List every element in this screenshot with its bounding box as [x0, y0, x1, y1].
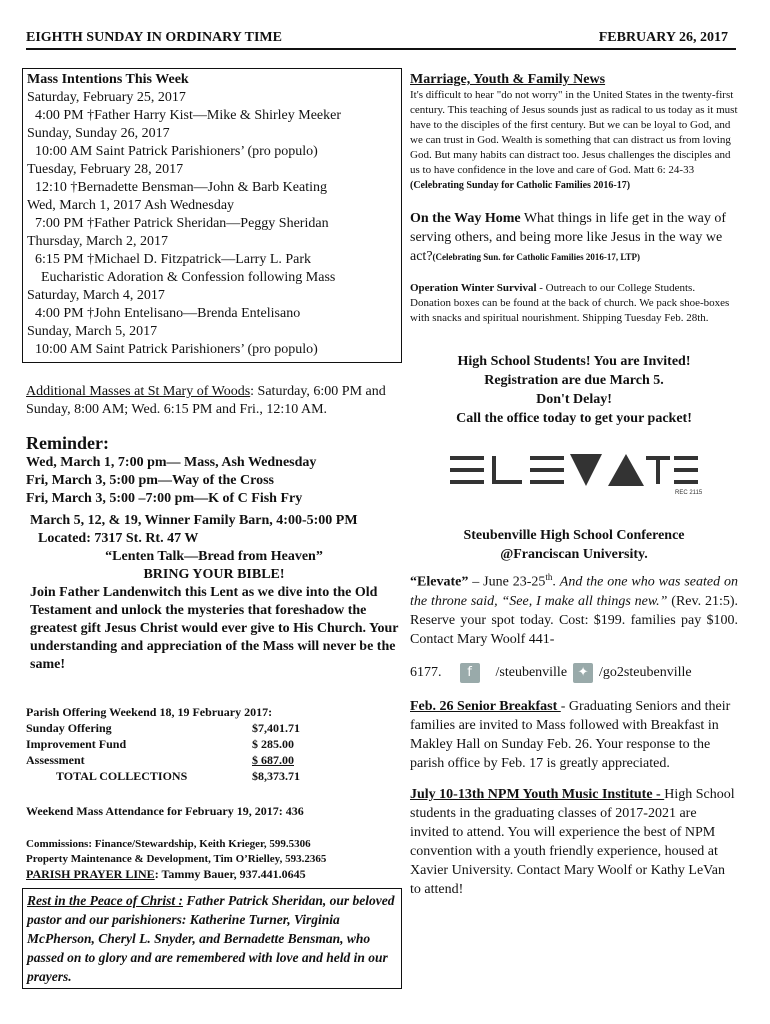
elevate-dates-suffix: th — [545, 572, 553, 582]
hs-invite-line: Registration are due March 5. — [484, 373, 664, 388]
mass-intention-entry: 12:10 †Bernadette Bensman—John & Barb Keating — [35, 180, 327, 195]
offering-value: $ 687.00 — [252, 753, 294, 767]
npm-text: High School students in the graduating classes of 2017-2021 are invited to attend. You will experience the best of NPM convention with a youth friendly experience, housed at Xavier University. Contact Mary Woolf or Kathy LeVan to attend! — [410, 786, 735, 897]
mass-intention-date: Saturday, March 4, 2017 — [27, 288, 165, 303]
elevate-details — [410, 568, 738, 649]
way-home-citation: (Celebrating Sun. for Catholic Families 2016-17, LTP) — [432, 252, 641, 262]
facebook-handle[interactable]: /steubenville — [495, 664, 568, 680]
mass-intention-date: Wed, March 1, 2017 Ash Wednesday — [27, 198, 235, 213]
barn-event: March 5, 12, & 19, Winner Family Barn, 4:00-5:00 PM — [30, 513, 358, 528]
mass-intention-entry: 4:00 PM †Father Harry Kist—Mike & Shirley Meeker — [35, 108, 342, 123]
reminder-line: Fri, March 3, 5:00 –7:00 pm—K of C Fish Fry — [26, 491, 303, 506]
reminder-line: Wed, March 1, 7:00 pm— Mass, Ash Wednesday — [26, 455, 317, 470]
mass-intention-entry: 10:00 AM Saint Patrick Parishioners’ (pro populo) — [35, 342, 318, 357]
reminder-line: Fri, March 3, 5:00 pm—Way of the Cross — [26, 473, 274, 488]
right-column — [410, 72, 738, 899]
conference-title — [410, 526, 738, 564]
mass-intention-date: Thursday, March 2, 2017 — [27, 234, 169, 249]
social-links — [410, 663, 738, 683]
rest-in-peace-text: Father Patrick Sheridan, our beloved pastor and our parishioners: Katherine Turner, Virginia McPherson, Cheryl L. Snyder, and Bernadette Bensman, who passed on to glory and are remembered with love and held in our prayers. — [27, 893, 395, 984]
offering-row — [26, 736, 402, 752]
commission-finance: Commissions: Finance/Stewardship, Keith Krieger, 599.5306 — [26, 838, 311, 850]
elevate-name: “Elevate” — [410, 574, 469, 590]
mass-intention-entry: Eucharistic Adoration & Confession following Mass — [41, 270, 336, 285]
phone-end: 6177. — [410, 664, 442, 680]
winter-survival-text: - Outreach to our College Students. Donation boxes can be found at the back of church. We pack shoe-boxes with snacks and spiritual nourishment. Shipping Tuesday Feb. 28th. — [410, 282, 730, 324]
senior-breakfast-title: Feb. 26 Senior Breakfast — [410, 698, 561, 714]
offering-label: TOTAL COLLECTIONS — [56, 769, 188, 783]
header-title: EIGHTH SUNDAY IN ORDINARY TIME — [26, 30, 282, 45]
hs-invite-line: Don't Delay! — [536, 392, 612, 407]
rest-in-peace-box — [22, 888, 402, 989]
offering-value: $7,401.71 — [252, 721, 300, 735]
winter-survival-title: Operation Winter Survival — [410, 282, 537, 294]
mass-intention-entry: 10:00 AM Saint Patrick Parishioners’ (pro populo) — [35, 144, 318, 159]
hs-invite — [410, 352, 738, 428]
prayer-line-label: PARISH PRAYER LINE — [26, 867, 155, 881]
mass-attendance: Weekend Mass Attendance for February 19, 2017: 436 — [26, 804, 304, 818]
offering-row — [26, 720, 402, 736]
offering-label: Assessment — [26, 753, 85, 767]
facebook-icon[interactable]: f — [460, 663, 480, 683]
twitter-handle[interactable]: /go2steubenville — [599, 664, 692, 680]
npm-title: July 10-13th NPM Youth Music Institute - — [410, 786, 665, 802]
offering-label: Sunday Offering — [26, 721, 112, 735]
mass-intention-entry: 6:15 PM †Michael D. Fitzpatrick—Larry L. Park — [35, 252, 312, 267]
rest-in-peace-label: Rest in the Peace of Christ : — [27, 893, 183, 908]
additional-masses-text: : Saturday, 6:00 PM and Sunday, 8:00 AM; Wed. 6:15 PM and Fri., 12:10 AM. — [26, 384, 386, 417]
offering-value: $ 285.00 — [252, 737, 294, 751]
elevate-quote: And the one who was seated on the throne said, “See, I make all things new.” — [410, 574, 738, 609]
additional-masses — [22, 383, 402, 419]
mass-intention-entry: 7:00 PM †Father Patrick Sheridan—Peggy Sheridan — [35, 216, 329, 231]
commission-property: Property Maintenance & Development, Tim O’Rielley, 593.2365 — [26, 853, 327, 865]
family-news-title: Marriage, Youth & Family News — [410, 72, 606, 87]
commissions — [22, 837, 402, 882]
mass-intention-date: Sunday, Sunday 26, 2017 — [27, 126, 170, 141]
left-column — [22, 68, 402, 989]
offering-title: Parish Offering Weekend 18, 19 February 2017: — [26, 705, 273, 719]
page-header — [26, 28, 736, 50]
elevate-logo-graphic — [450, 450, 700, 492]
additional-masses-link[interactable]: Additional Masses at St Mary of Woods — [26, 384, 251, 399]
offering-value: $8,373.71 — [252, 769, 300, 783]
conference-line: @Franciscan University. — [500, 547, 648, 562]
senior-breakfast-text: - Graduating Seniors and their families are invited to Mass followed with Breakfast in Makley Hall on Sunday Feb. 26. Your response to the parish office by Feb. 17 is greatly appreciated. — [410, 698, 731, 771]
elevate-dates-end: . — [552, 574, 560, 590]
offering-row — [26, 752, 402, 768]
hs-invite-line: High School Students! You are Invited! — [457, 354, 691, 369]
conference-line: Steubenville High School Conference — [463, 528, 685, 543]
elevate-dates: – June 23-25 — [468, 574, 546, 590]
prayer-line-contact: : Tammy Bauer, 937.441.0645 — [154, 867, 306, 881]
way-home-text: What things in life get in the way of serving others, and being more like Jesus in the way we act? — [410, 211, 726, 264]
offering-row — [26, 768, 402, 784]
mass-intentions-title: Mass Intentions This Week — [27, 72, 189, 87]
elevate-logo-small: REC 2115 — [675, 490, 703, 496]
family-news-text: It's difficult to hear "do not worry" in the United States in the twenty-first century. This teaching of Jesus sounds just as radical to us today as it must have to the disciples of the first century. But we can be loyal to God, and we can trust in God. Wealth is something that can distract us from loving God. But many habits can distract too. Jesus challenges the disciples and us to have confidence in the love and care of God. Matt 6: 24-33 — [410, 89, 738, 176]
lenten-description: Join Father Landenwitch this Lent as we dive into the Old Testament and unlock the mysteries that foreshadow the greatest gift Jesus Christ would ever give to His Church. Your understanding and appreciation of the Mass will never be the same! — [30, 585, 399, 672]
mass-intentions-list — [27, 89, 397, 359]
barn-location: Located: 7317 St. Rt. 47 W — [38, 531, 199, 546]
way-home-title: On the Way Home — [410, 211, 521, 226]
mass-intentions-box — [22, 68, 402, 363]
bring-bible: BRING YOUR BIBLE! — [143, 567, 285, 582]
elevate-logo — [450, 450, 738, 496]
parish-offering — [22, 704, 402, 784]
mass-intention-entry: 4:00 PM †John Entelisano—Brenda Entelisano — [35, 306, 301, 321]
mass-intention-date: Saturday, February 25, 2017 — [27, 90, 186, 105]
family-news-citation: (Celebrating Sunday for Catholic Families 2016-17) — [410, 180, 631, 191]
mass-intention-date: Tuesday, February 28, 2017 — [27, 162, 184, 177]
mass-intention-date: Sunday, March 5, 2017 — [27, 324, 158, 339]
hs-invite-line: Call the office today to get your packet! — [456, 411, 692, 426]
reminder-title: Reminder: — [26, 433, 109, 453]
elevate-text: (Rev. 21:5). Reserve your spot today. Cost: $199. families pay $100. Contact Mary Woolf 441- — [410, 593, 738, 647]
offering-label: Improvement Fund — [26, 737, 127, 751]
header-date: FEBRUARY 26, 2017 — [598, 30, 728, 45]
twitter-icon[interactable]: ✦ — [573, 663, 593, 683]
lenten-talk: “Lenten Talk—Bread from Heaven” — [105, 549, 323, 564]
